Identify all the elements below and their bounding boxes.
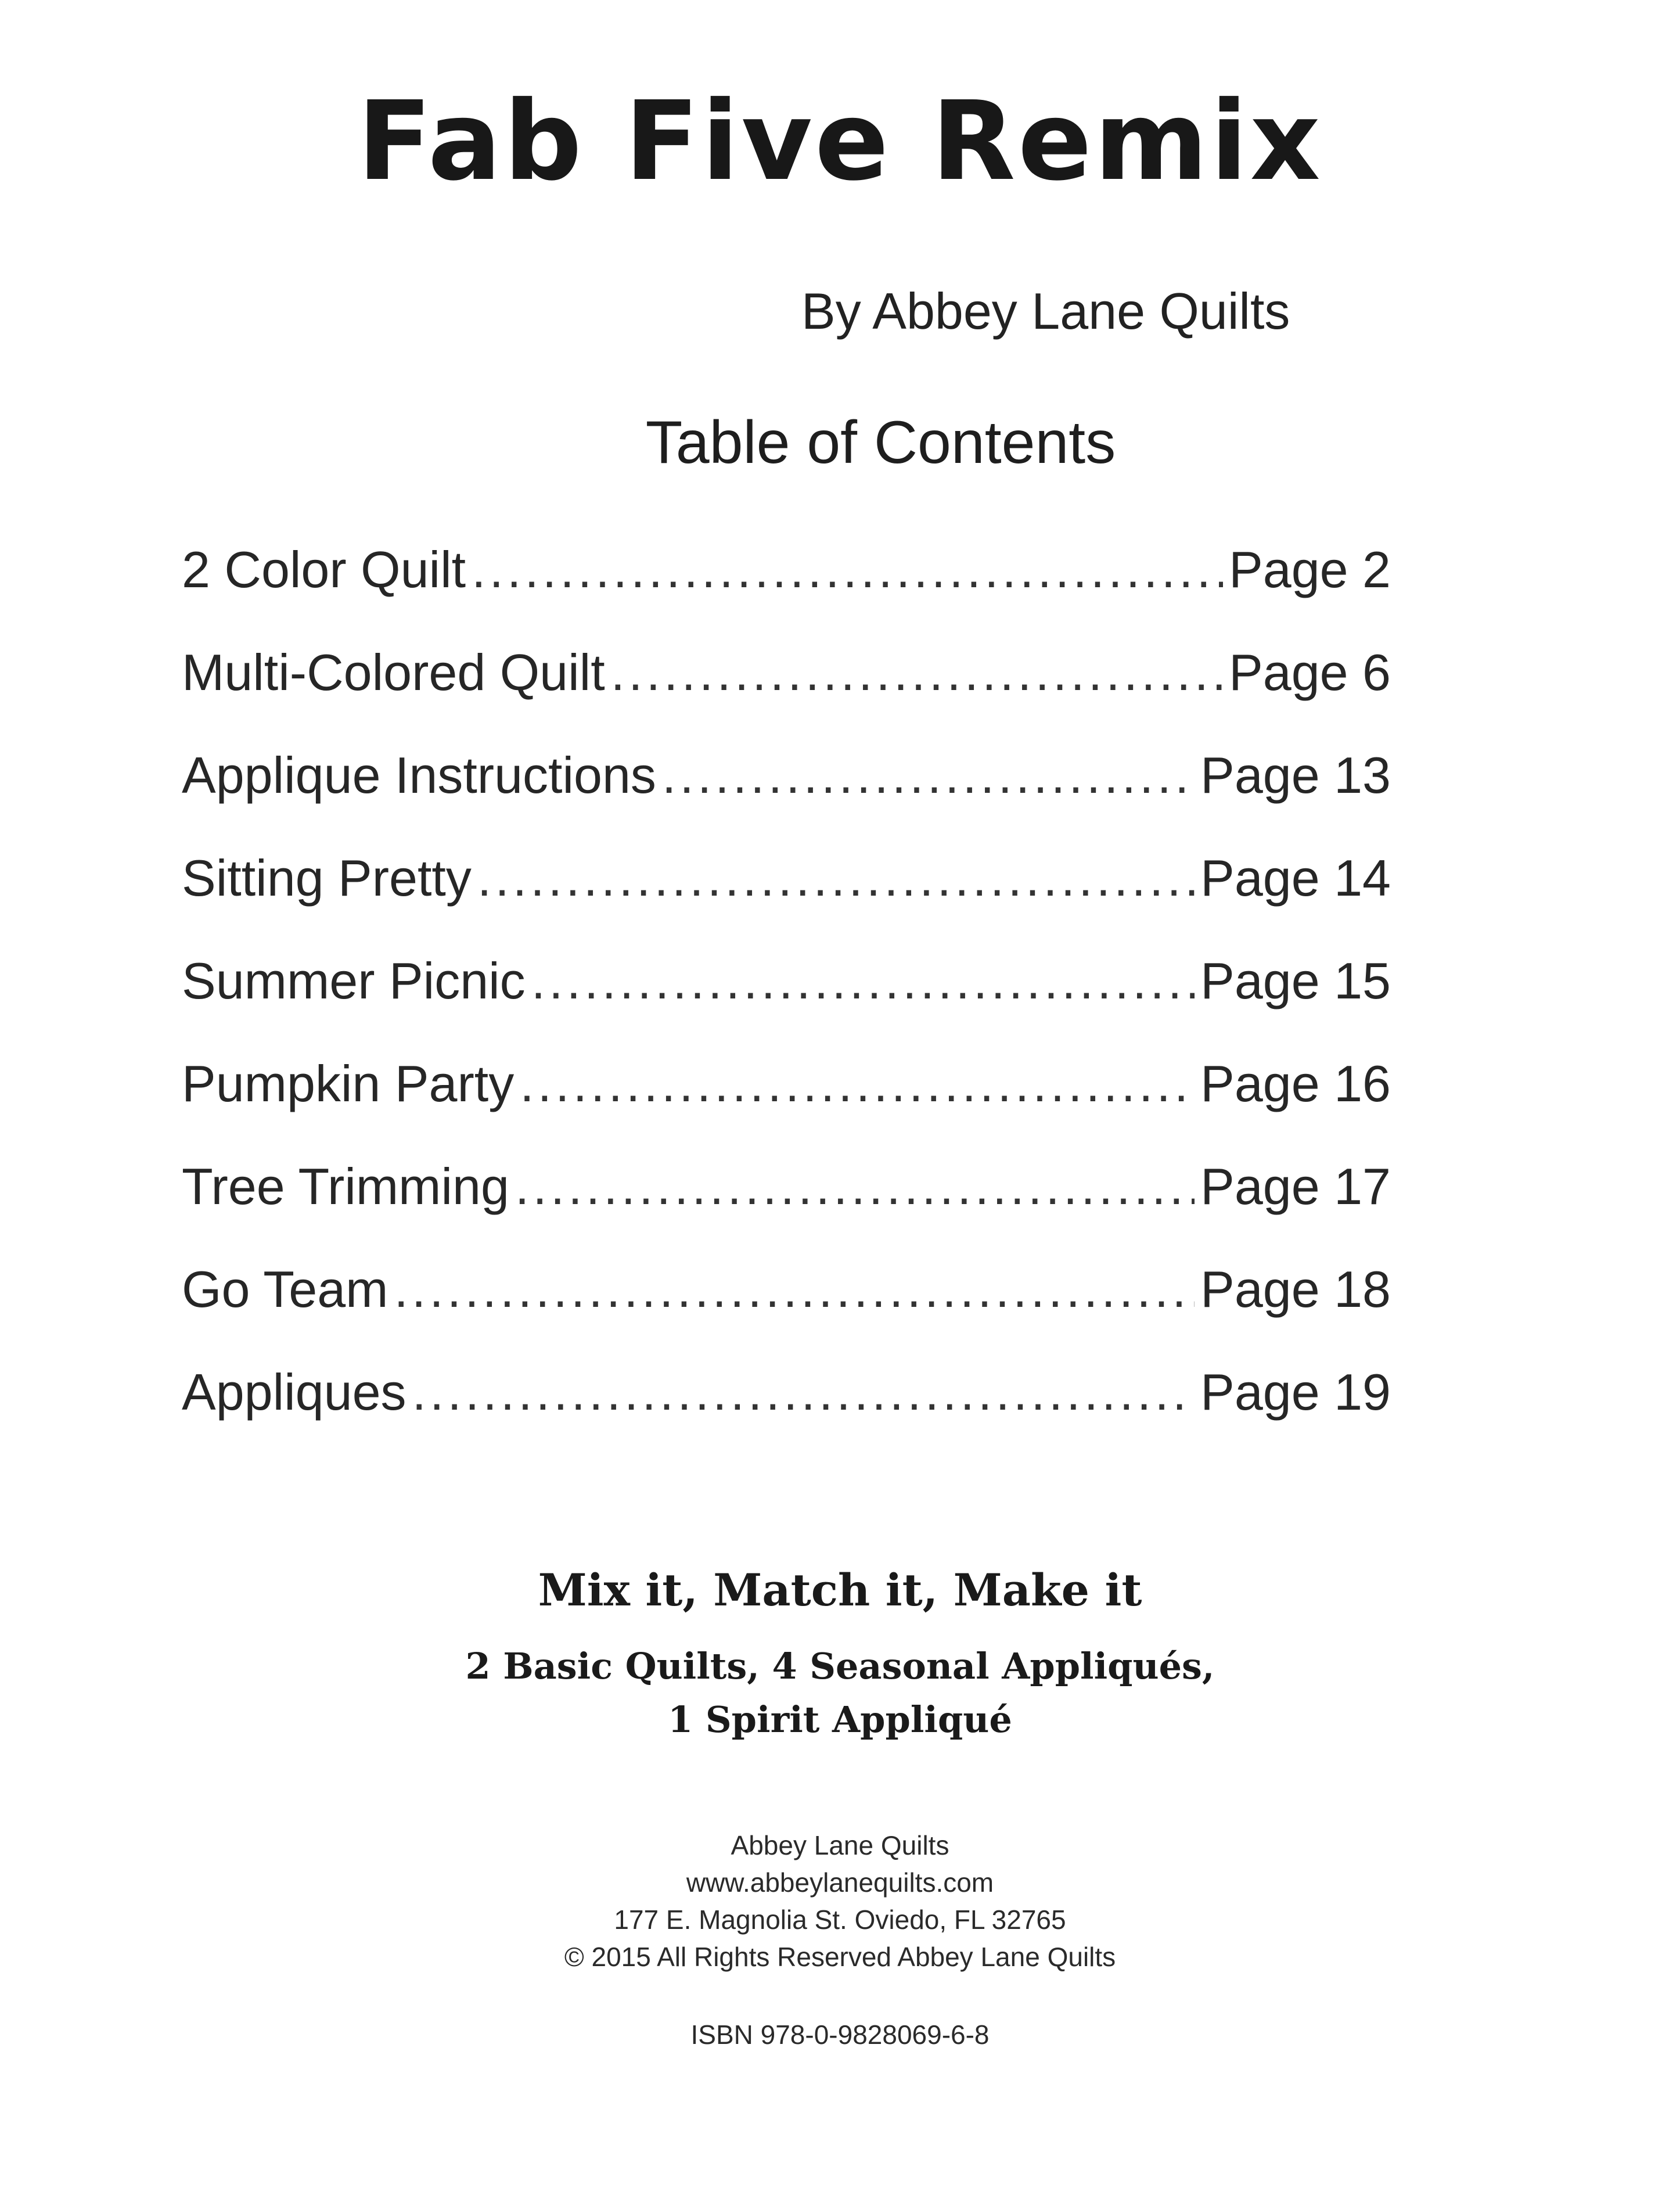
toc-entry-title: 2 Color Quilt <box>182 541 466 598</box>
toc-entry-title: Tree Trimming <box>182 1158 509 1215</box>
toc-entry-page: Page 6 <box>1229 644 1391 701</box>
toc-entry-multi-colored-quilt <box>182 643 1391 746</box>
toc-entry-summer-picnic <box>182 951 1391 1054</box>
dot-leader <box>531 951 1195 1011</box>
byline: By Abbey Lane Quilts <box>801 282 1290 340</box>
isbn: ISBN 978-0-9828069-6-8 <box>690 2020 990 2050</box>
dot-leader <box>611 643 1223 702</box>
dot-leader <box>412 1363 1195 1422</box>
toc-entry-page: Page 2 <box>1229 541 1391 598</box>
toc-entry-title: Multi-Colored Quilt <box>182 644 605 701</box>
tagline-line-1: 2 Basic Quilts, 4 Seasonal Appliqués, <box>465 1645 1215 1687</box>
toc-heading: Table of Contents <box>645 409 1116 476</box>
dot-leader <box>477 849 1195 908</box>
toc-entry-page: Page 14 <box>1200 849 1391 907</box>
copyright-notice: © 2015 All Rights Reserved Abbey Lane Quilts <box>564 1942 1116 1972</box>
publisher-address: 177 E. Magnolia St. Oviedo, FL 32765 <box>614 1905 1066 1935</box>
document-title: Fab Five Remix <box>357 78 1323 205</box>
dot-leader <box>520 1054 1195 1113</box>
toc-entry-2-color-quilt <box>182 540 1391 643</box>
dot-leader <box>662 746 1195 805</box>
toc-entry-applique-instructions <box>182 746 1391 849</box>
toc-entry-go-team <box>182 1260 1391 1363</box>
table-of-contents <box>182 540 1391 1465</box>
toc-entry-title: Go Team <box>182 1260 388 1318</box>
toc-entry-page: Page 18 <box>1200 1260 1391 1318</box>
toc-entry-tree-trimming <box>182 1157 1391 1260</box>
toc-entry-sitting-pretty <box>182 849 1391 951</box>
toc-entry-page: Page 19 <box>1200 1363 1391 1421</box>
toc-entry-title: Sitting Pretty <box>182 849 472 907</box>
publisher-name: Abbey Lane Quilts <box>731 1830 949 1860</box>
toc-entry-title: Appliques <box>182 1363 406 1421</box>
toc-entry-title: Applique Instructions <box>182 746 656 804</box>
toc-entry-pumpkin-party <box>182 1054 1391 1157</box>
toc-entry-page: Page 17 <box>1200 1158 1391 1215</box>
tagline-heading: Mix it, Match it, Make it <box>538 1564 1142 1616</box>
tagline-line-2: 1 Spirit Appliqué <box>668 1698 1012 1741</box>
publisher-website: www.abbeylanequilts.com <box>686 1867 994 1898</box>
toc-entry-title: Summer Picnic <box>182 952 526 1009</box>
toc-entry-page: Page 16 <box>1200 1055 1391 1112</box>
dot-leader <box>394 1260 1195 1319</box>
toc-entry-page: Page 13 <box>1200 746 1391 804</box>
toc-entry-page: Page 15 <box>1200 952 1391 1009</box>
toc-entry-appliques <box>182 1363 1391 1465</box>
dot-leader <box>472 540 1223 599</box>
toc-entry-title: Pumpkin Party <box>182 1055 515 1112</box>
dot-leader <box>515 1157 1195 1216</box>
